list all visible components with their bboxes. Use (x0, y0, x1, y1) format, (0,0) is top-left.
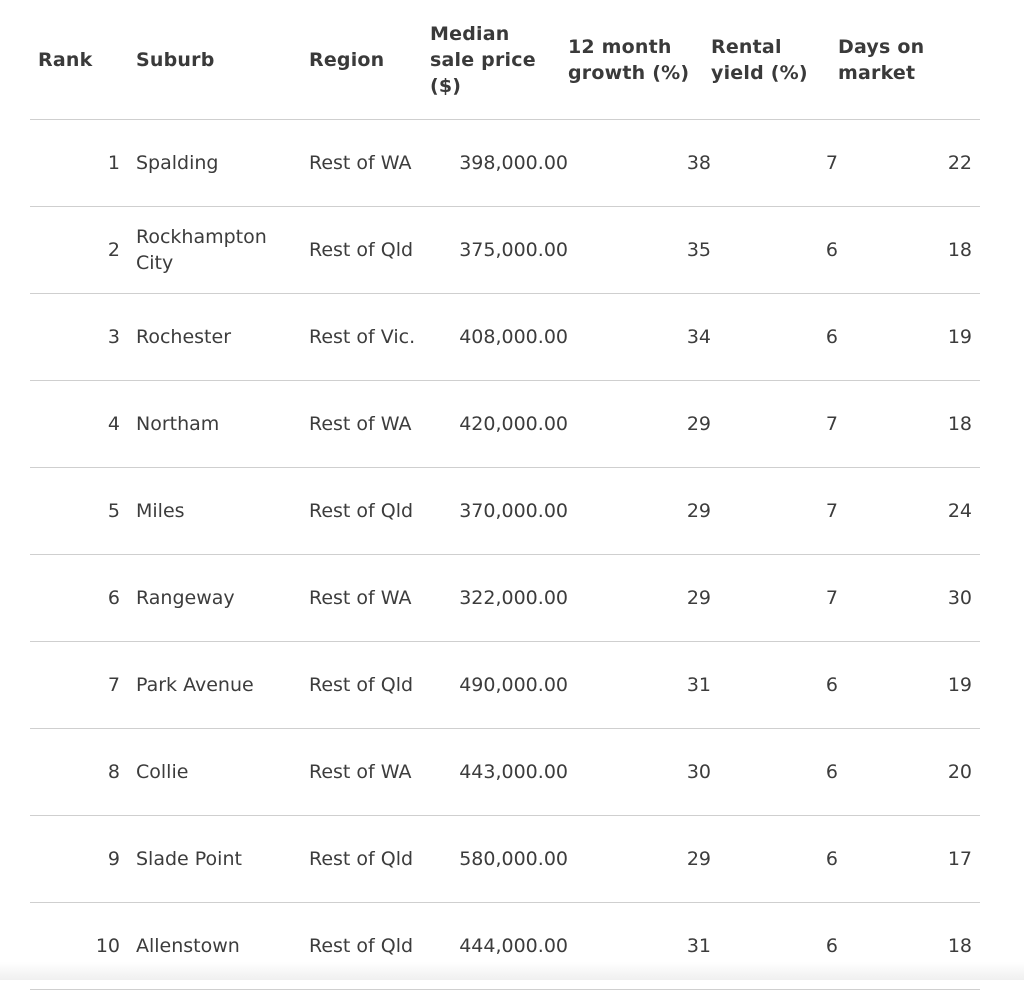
header-days-on-market[interactable]: Days on market (838, 0, 980, 120)
cell-region: Rest of WA (309, 120, 430, 207)
cell-days-on-market: 30 (838, 555, 980, 642)
cell-suburb: Rangeway (136, 555, 309, 642)
cell-region: Rest of Qld (309, 642, 430, 729)
cell-suburb: Rochester (136, 294, 309, 381)
cell-rental-yield: 6 (711, 903, 838, 990)
bottom-fade (0, 962, 1024, 980)
cell-region: Rest of Qld (309, 207, 430, 294)
cell-median-sale-price: 580,000.00 (430, 816, 568, 903)
cell-days-on-market: 18 (838, 207, 980, 294)
cell-rank: 3 (30, 294, 136, 381)
cell-rank: 8 (30, 729, 136, 816)
header-row (30, 0, 980, 120)
cell-suburb: Miles (136, 468, 309, 555)
cell-median-sale-price: 490,000.00 (430, 642, 568, 729)
cell-rank: 7 (30, 642, 136, 729)
table-row (30, 555, 980, 642)
cell-suburb: Slade Point (136, 816, 309, 903)
table-row (30, 120, 980, 207)
cell-rental-yield: 7 (711, 468, 838, 555)
cell-suburb: Rockhampton City (136, 207, 309, 294)
cell-rank: 1 (30, 120, 136, 207)
cell-median-sale-price: 322,000.00 (430, 555, 568, 642)
cell-rank: 5 (30, 468, 136, 555)
cell-12-month-growth: 31 (568, 903, 711, 990)
table-row (30, 468, 980, 555)
table-row (30, 207, 980, 294)
cell-rental-yield: 7 (711, 555, 838, 642)
cell-region: Rest of WA (309, 729, 430, 816)
cell-days-on-market: 22 (838, 120, 980, 207)
cell-median-sale-price: 408,000.00 (430, 294, 568, 381)
cell-rental-yield: 7 (711, 120, 838, 207)
table-row (30, 381, 980, 468)
table-row (30, 729, 980, 816)
cell-region: Rest of Qld (309, 468, 430, 555)
cell-region: Rest of WA (309, 381, 430, 468)
cell-rank: 9 (30, 816, 136, 903)
cell-suburb: Allenstown (136, 903, 309, 990)
cell-12-month-growth: 30 (568, 729, 711, 816)
suburbs-table (30, 0, 980, 990)
cell-12-month-growth: 34 (568, 294, 711, 381)
header-region[interactable]: Region (309, 0, 430, 120)
cell-12-month-growth: 38 (568, 120, 711, 207)
cell-12-month-growth: 35 (568, 207, 711, 294)
cell-days-on-market: 19 (838, 294, 980, 381)
cell-12-month-growth: 29 (568, 555, 711, 642)
cell-rank: 6 (30, 555, 136, 642)
cell-suburb: Collie (136, 729, 309, 816)
cell-days-on-market: 18 (838, 381, 980, 468)
cell-12-month-growth: 29 (568, 468, 711, 555)
cell-median-sale-price: 375,000.00 (430, 207, 568, 294)
cell-median-sale-price: 370,000.00 (430, 468, 568, 555)
header-suburb[interactable]: Suburb (136, 0, 309, 120)
header-median-sale-price[interactable]: Median sale price ($) (430, 0, 568, 120)
cell-region: Rest of Vic. (309, 294, 430, 381)
cell-rental-yield: 6 (711, 642, 838, 729)
header-rental-yield[interactable]: Rental yield (%) (711, 0, 838, 120)
table-row (30, 816, 980, 903)
table-body (30, 120, 980, 990)
table-header (30, 0, 980, 120)
cell-12-month-growth: 29 (568, 381, 711, 468)
header-rank[interactable]: Rank (30, 0, 136, 120)
cell-suburb: Northam (136, 381, 309, 468)
cell-rental-yield: 7 (711, 381, 838, 468)
cell-rental-yield: 6 (711, 816, 838, 903)
header-12-month-growth[interactable]: 12 month growth (%) (568, 0, 711, 120)
cell-rank: 4 (30, 381, 136, 468)
cell-region: Rest of Qld (309, 816, 430, 903)
cell-rank: 10 (30, 903, 136, 990)
cell-rental-yield: 6 (711, 294, 838, 381)
cell-days-on-market: 24 (838, 468, 980, 555)
cell-median-sale-price: 398,000.00 (430, 120, 568, 207)
cell-median-sale-price: 420,000.00 (430, 381, 568, 468)
cell-days-on-market: 18 (838, 903, 980, 990)
cell-rank: 2 (30, 207, 136, 294)
cell-rental-yield: 6 (711, 729, 838, 816)
cell-median-sale-price: 443,000.00 (430, 729, 568, 816)
table-row (30, 642, 980, 729)
cell-days-on-market: 20 (838, 729, 980, 816)
cell-days-on-market: 17 (838, 816, 980, 903)
suburbs-table-container (30, 0, 980, 990)
cell-region: Rest of WA (309, 555, 430, 642)
cell-12-month-growth: 29 (568, 816, 711, 903)
cell-12-month-growth: 31 (568, 642, 711, 729)
cell-region: Rest of Qld (309, 903, 430, 990)
cell-days-on-market: 19 (838, 642, 980, 729)
table-row (30, 294, 980, 381)
cell-suburb: Spalding (136, 120, 309, 207)
cell-suburb: Park Avenue (136, 642, 309, 729)
cell-median-sale-price: 444,000.00 (430, 903, 568, 990)
cell-rental-yield: 6 (711, 207, 838, 294)
